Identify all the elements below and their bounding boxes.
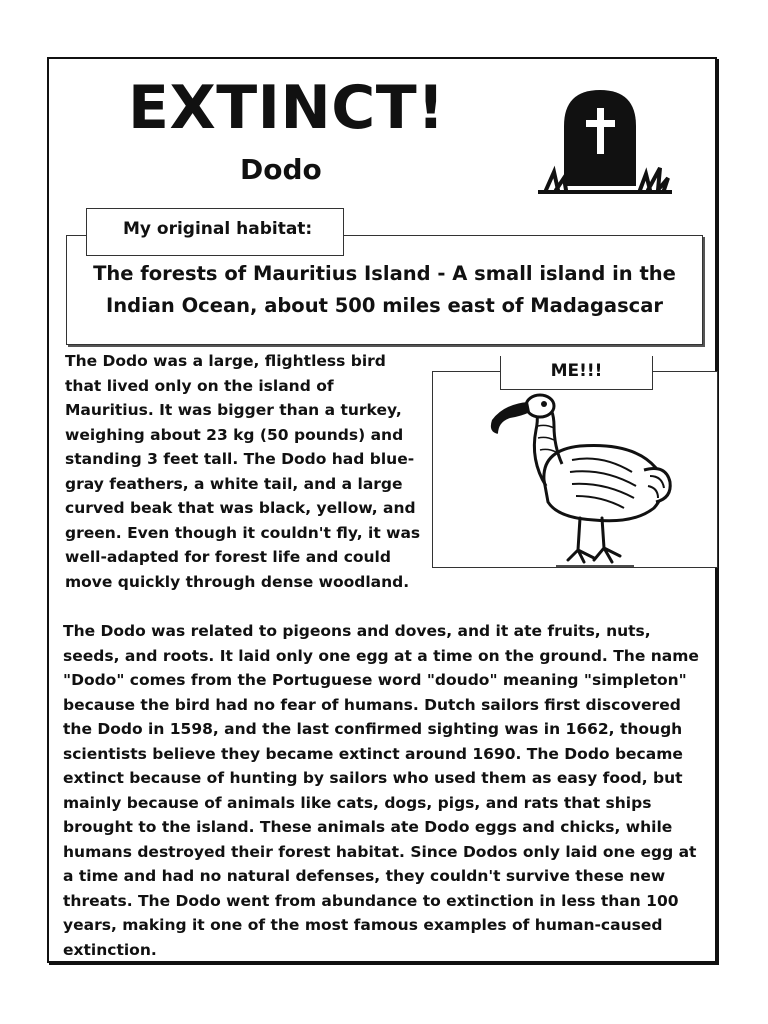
habitat-text: The forests of Mauritius Island - A small island in the Indian Ocean, about 500 miles east of Madagascar: [93, 262, 676, 317]
habitat-label: My original habitat:: [86, 208, 344, 256]
intro-paragraph: The Dodo was a large, flightless bird that lived only on the island of Mauritius. It was bigger than a turkey, weighing about 23 kg (50 pounds) and standing 3 feet tall. The Dodo had blue-gray feathers, a white tail, and a large curved beak that was black, yellow, and green. Even though it couldn't fly, it was well-adapted for forest life and could move quickly through dense woodland.: [65, 352, 421, 591]
tombstone-cross-icon: [534, 86, 676, 196]
page-title: EXTINCT!: [128, 73, 446, 143]
main-paragraph: The Dodo was related to pigeons and doves, and it ate fruits, nuts, seeds, and roots. It laid only one egg at a time on the ground. The name "Dodo" comes from the Portuguese word "doudo" meaning "simpleton" because the bird had no fear of humans. Dutch sailors first discovered the Dodo in 1598, and the last confirmed sighting was in 1662, though scientists believe they became extinct around 1690. The Dodo became extinct because of hunting by sailors who used them as easy food, but mainly because of animals like cats, dogs, pigs, and rats that ships brought to the island. These animals ate Dodo eggs and chicks, while humans destroyed their forest habitat. Since Dodos only laid one egg at a time and had no natural defenses, they couldn't survive these new threats. The Dodo went from abundance to extinction in less than 100 years, making it one of the most famous examples of human-caused extinction.: [63, 622, 699, 959]
dodo-bird-illustration: [484, 390, 674, 570]
image-label: ME!!!: [500, 356, 653, 390]
page-subtitle: Dodo: [240, 153, 322, 186]
